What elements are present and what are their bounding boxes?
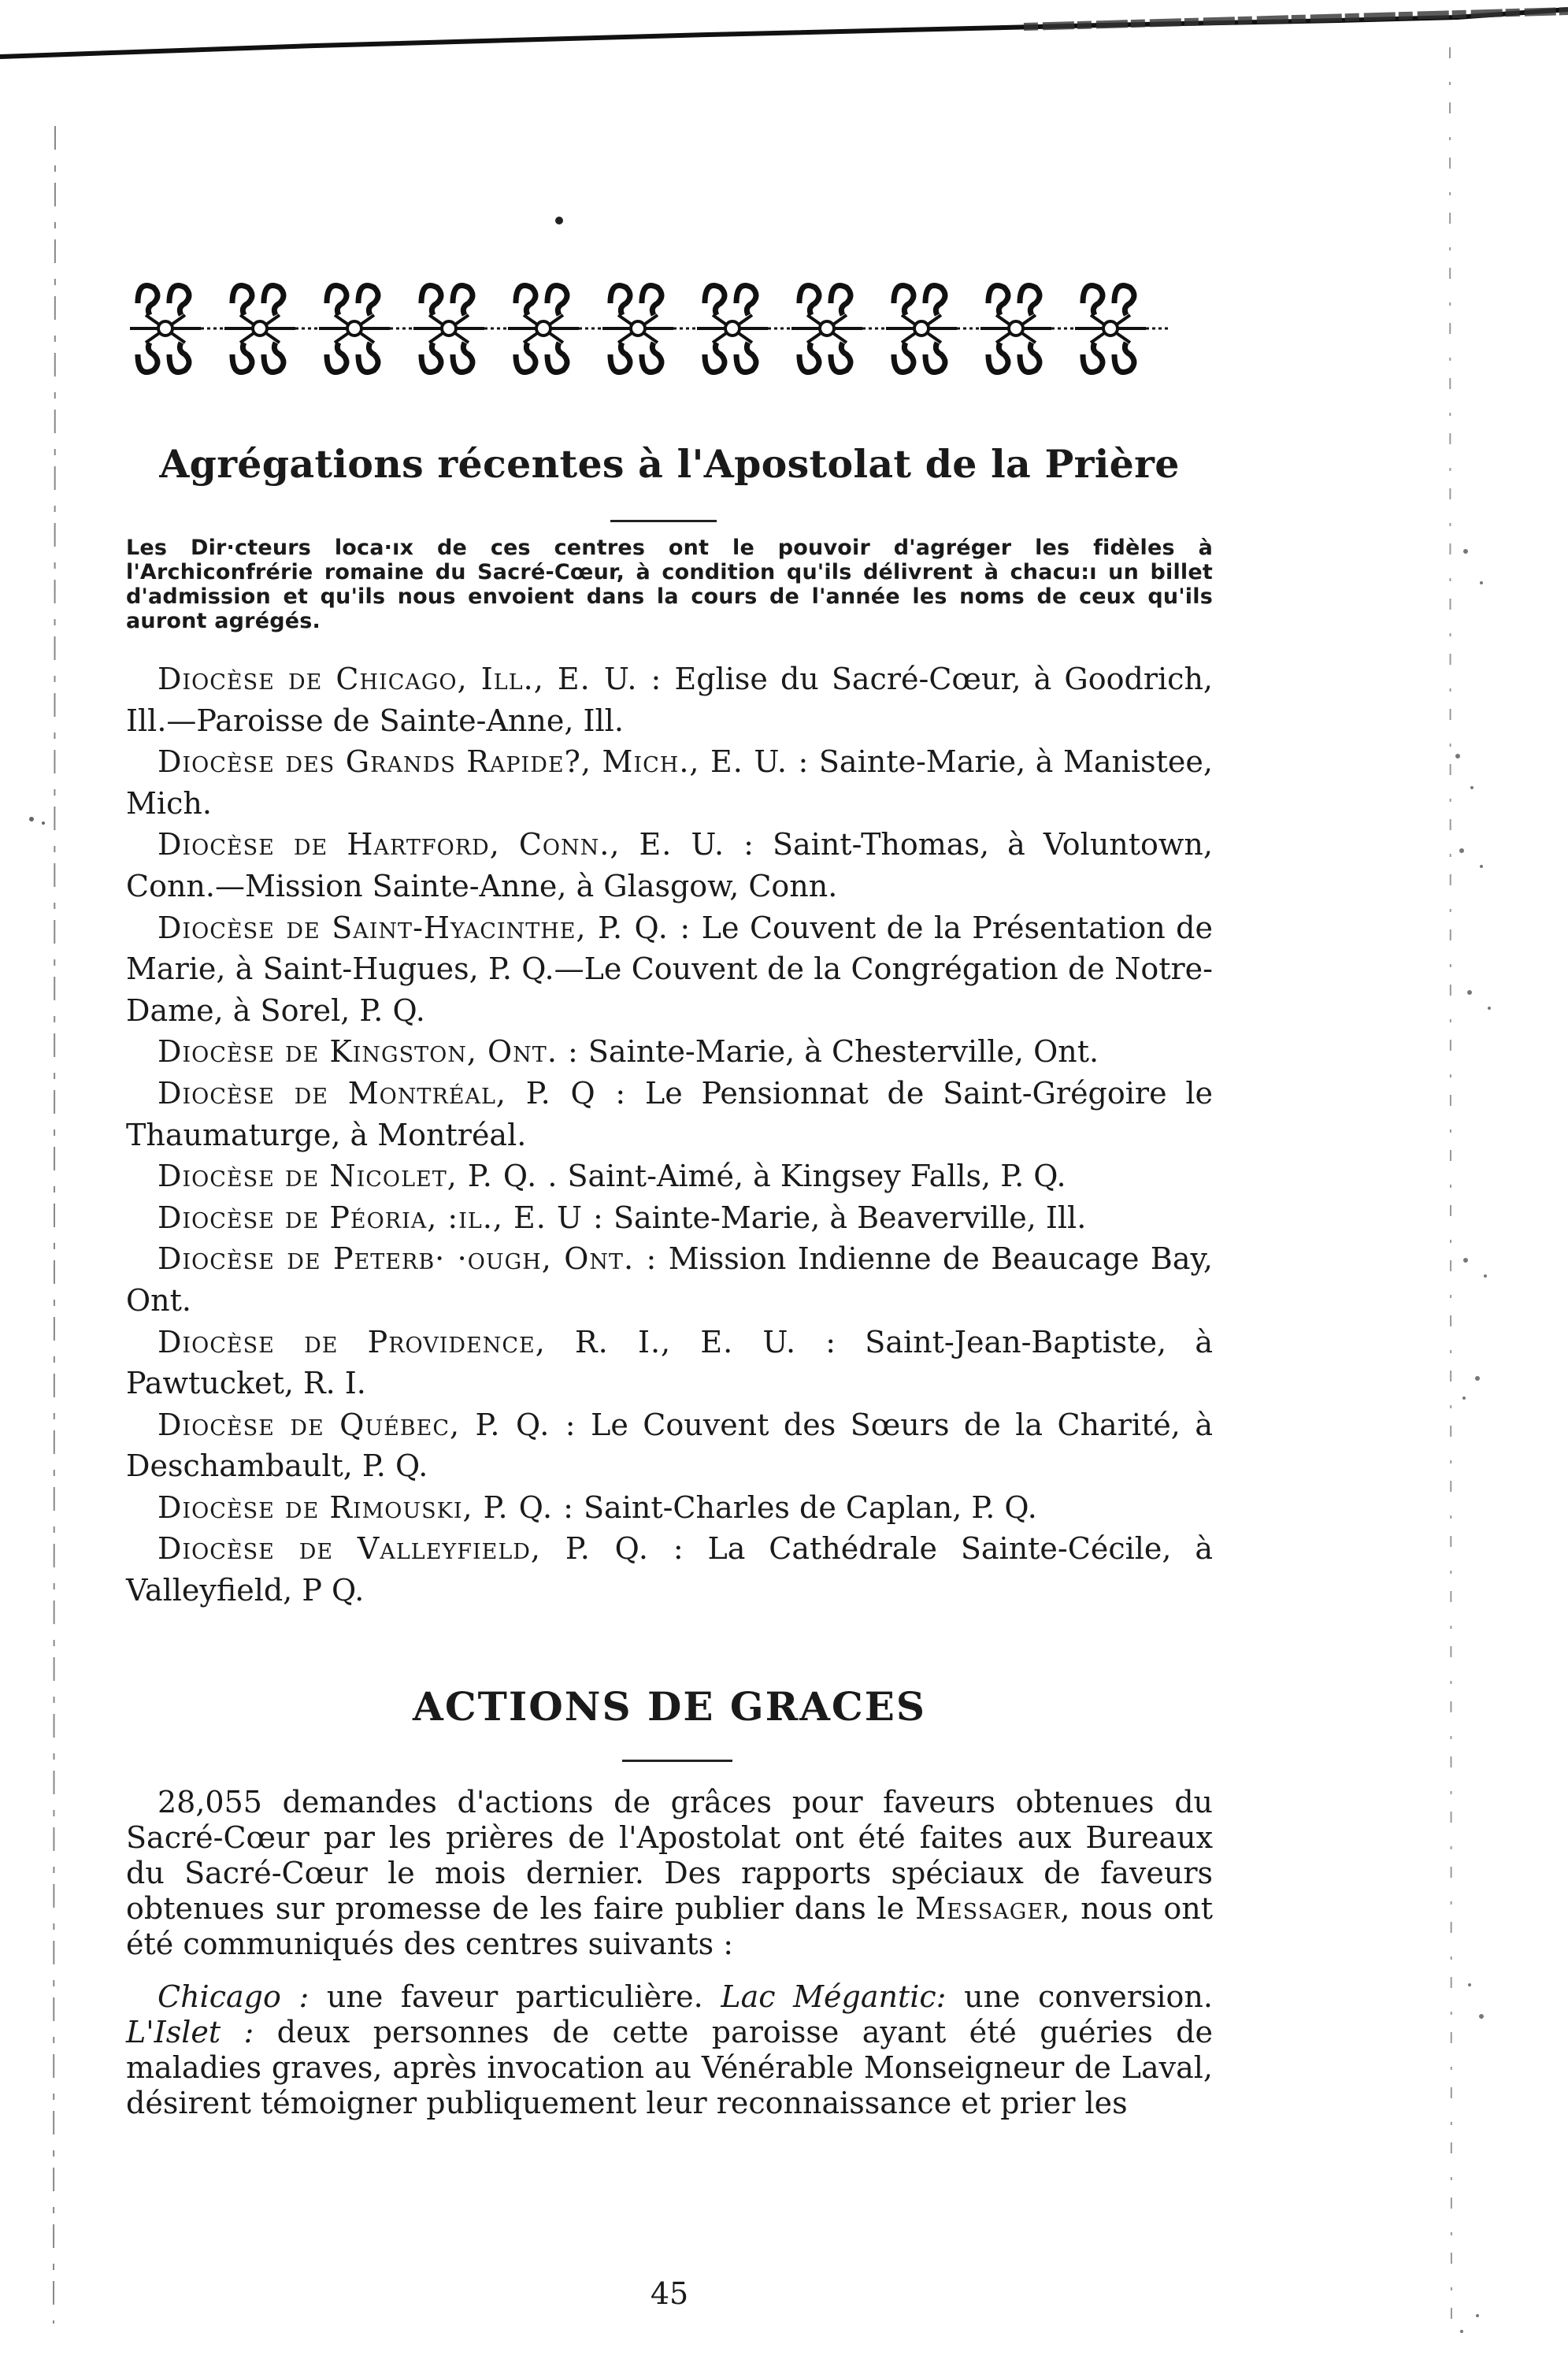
diocese-text: Le Couvent des Sœurs de la Charité, à Deschambault, P. Q. <box>126 1407 1214 1484</box>
graces-text: 28,055 demandes d'actions de grâces pour faveurs obtenues du Sacré-Cœur par les prières de l'Apostolat ont été faites aux Bureaux du Sacré-Cœur le mois dernier. Des rapports spéciaux de faveurs obtenues sur promesse de les faire publier dans le <box>126 1785 1213 1926</box>
favour-text: deux personnes de cette paroisse ayant été guéries de maladies graves, après invocation au Vénérable Monseigneur de Laval, désirent témoigner publiquement leur reconnaissance et prier les <box>126 2015 1213 2120</box>
diocese-text: Sainte-Marie, à Beaverville, Ill. <box>603 1200 1087 1235</box>
diocese-name: Diocèse de Hartford, Conn., E. U. : <box>158 827 754 862</box>
diocese-text: Mission Indienne de Beaucage Bay, Ont. <box>126 1241 1213 1318</box>
graces-section <box>126 1785 1213 2138</box>
title-divider <box>610 520 717 522</box>
diocese-text: Saint-Aimé, à Kingsey Falls, P. Q. <box>558 1159 1066 1194</box>
favour-text: une faveur particulière. <box>309 1979 721 2014</box>
graces-paragraph <box>126 1785 1213 1962</box>
diocese-name: Diocèse de Nicolet, P. Q. . <box>158 1159 558 1194</box>
diocese-name: Diocèse de Valleyfield, P. Q. : <box>158 1531 684 1567</box>
diocese-name: Diocèse de Providence, R. I., E. U. : <box>158 1324 837 1359</box>
diocese-name: Diocèse de Kingston, Ont. : <box>158 1034 579 1070</box>
scan-edge-top <box>0 0 1568 63</box>
ink-dot <box>551 213 567 228</box>
diocese-name: Diocèse de Péoria, :ıl., E. U : <box>158 1200 604 1235</box>
diocese-text: La Cathédrale Sainte-Cécile, à Valleyfield, P Q. <box>126 1531 1213 1608</box>
actions-heading: ACTIONS DE GRACES <box>413 1683 926 1730</box>
place-name: Chicago : <box>158 1979 310 2014</box>
diocese-entry <box>126 658 1213 741</box>
diocese-text: Eglise du Sacré-Cœur, à Goodrich, Ill.—Paroisse de Sainte-Anne, Ill. <box>126 662 1213 738</box>
graces-text: , nous ont été communiqués des centres suivants : <box>126 1891 1214 1961</box>
page-number: 45 <box>650 2276 689 2311</box>
diocese-entry <box>126 1487 1213 1529</box>
diocese-text: Sainte-Marie, à Chesterville, Ont. <box>578 1034 1099 1070</box>
diocese-name: Diocèse des Grands Rapide?, Mich., E. U. : <box>158 744 810 780</box>
diocese-entry <box>126 1073 1213 1155</box>
diocese-entry <box>126 824 1213 907</box>
diocese-text: Saint-Thomas, à Voluntown, Conn.—Mission Sainte-Anne, à Glasgow, Conn. <box>126 827 1213 903</box>
ornamental-header-band <box>130 272 1189 386</box>
diocese-entry <box>126 1528 1213 1611</box>
diocese-name: Diocèse de Montréal, P. Q : <box>158 1075 627 1111</box>
diocese-entry <box>126 741 1213 824</box>
actions-divider <box>622 1760 732 1762</box>
favour-text: une conversion. <box>946 1979 1213 2014</box>
diocese-list <box>126 658 1213 1612</box>
intro-text: Les Dir·cteurs loca·ıx de ces centres ont le pouvoir d'agréger les fidèles à l'Archiconfrérie romaine du Sacré-Cœur, à condition qu'ils délivrent à chacu:ı un billet d'admission et qu'ils nous envoient dans la cours de l'année les noms de ceux qu'ils auront agrégés. <box>126 536 1213 633</box>
diocese-entry <box>126 1404 1213 1487</box>
messager-title: Messager <box>915 1891 1061 1926</box>
graces-favours-paragraph <box>126 1979 1213 2121</box>
diocese-name: Diocèse de Saint-Hyacinthe, P. Q. : <box>158 910 691 945</box>
intro-paragraph <box>126 536 1213 633</box>
diocese-text: Sainte-Marie, à Manistee, Mich. <box>126 744 1213 821</box>
diocese-entry <box>126 1238 1213 1321</box>
diocese-entry <box>126 1031 1213 1073</box>
place-name: L'Islet : <box>126 2015 254 2049</box>
diocese-name: Diocèse de Chicago, Ill., E. U. : <box>158 662 662 696</box>
diocese-name: Diocèse de Peterb· ·ough, Ont. : <box>158 1241 658 1277</box>
diocese-entry <box>126 1322 1213 1404</box>
diocese-entry <box>126 907 1213 1032</box>
scan-edge-left <box>0 0 75 2359</box>
diocese-text: Saint-Jean-Baptiste, à Pawtucket, R. I. <box>126 1324 1213 1401</box>
section-title: Agrégations récentes à l'Apostolat de la Prière <box>159 441 1180 487</box>
scan-edge-right <box>1434 0 1568 2359</box>
diocese-text: Saint-Charles de Caplan, P. Q. <box>573 1489 1037 1525</box>
diocese-entry <box>126 1155 1213 1197</box>
diocese-entry <box>126 1197 1213 1239</box>
diocese-text: Le Couvent de la Présentation de Marie, à Saint-Hugues, P. Q.—Le Couvent de la Congrégation de Notre-Dame, à Sorel, P. Q. <box>126 910 1213 1028</box>
diocese-text: Le Pensionnat de Saint-Grégoire le Thaumaturge, à Montréal. <box>126 1075 1213 1152</box>
diocese-name: Diocèse de Rimouski, P. Q. : <box>158 1489 574 1525</box>
diocese-name: Diocèse de Québec, P. Q. : <box>158 1407 576 1442</box>
place-name: Lac Mégantic: <box>721 1979 947 2014</box>
